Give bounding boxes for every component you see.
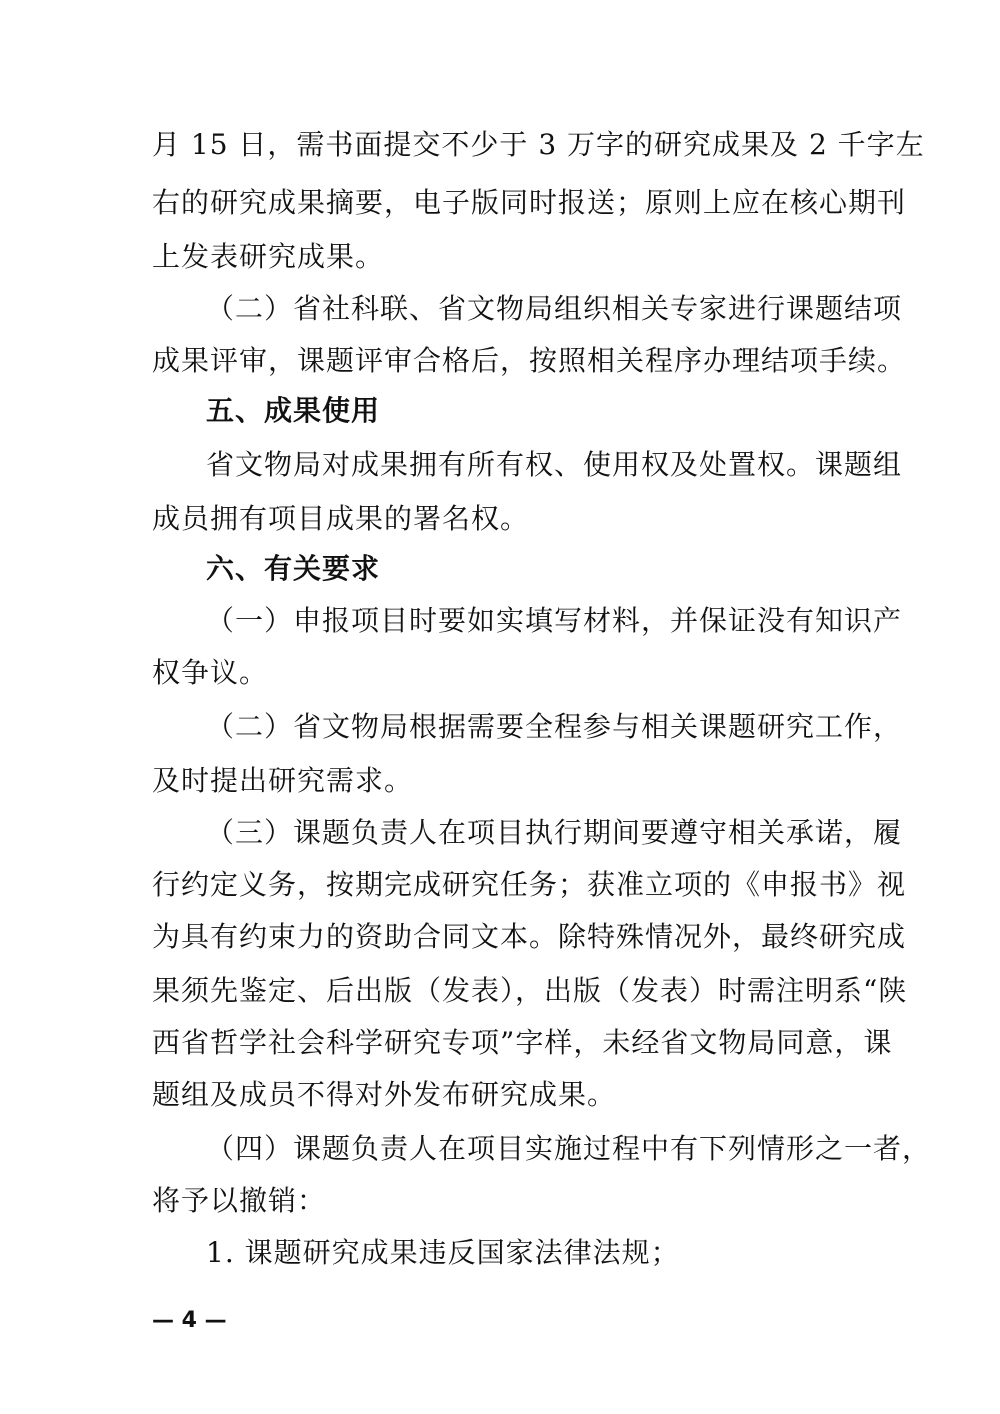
body-line-10: （一）申报项目时要如实填写材料，并保证没有知识产: [206, 604, 903, 637]
body-line-17: 果须先鉴定、后出版（发表），出版（发表）时需注明系“陕: [152, 974, 908, 1007]
body-line-3: 上发表研究成果。: [152, 240, 385, 273]
body-line-13: 及时提出研究需求。: [152, 764, 414, 797]
body-line-2: 右的研究成果摘要，电子版同时报送；原则上应在核心期刊: [152, 186, 907, 219]
body-line-16: 为具有约束力的资助合同文本。除特殊情况外，最终研究成: [152, 920, 907, 953]
body-line-5: 成果评审，课题评审合格后，按照相关程序办理结项手续。: [152, 344, 907, 377]
body-line-4: （二）省社科联、省文物局组织相关专家进行课题结项: [206, 292, 903, 325]
body-line-8: 成员拥有项目成果的署名权。: [152, 502, 530, 535]
body-line-18: 西省哲学社会科学研究专项”字样，未经省文物局同意，课: [152, 1026, 893, 1059]
body-line-11: 权争议。: [152, 656, 269, 689]
body-line-1: 月 15 日，需书面提交不少于 3 万字的研究成果及 2 千字左: [152, 128, 925, 161]
body-line-22: 1. 课题研究成果违反国家法律法规；: [206, 1236, 680, 1269]
page-number: — 4 —: [152, 1308, 227, 1333]
body-line-21: 将予以撤销：: [152, 1184, 327, 1217]
body-line-7: 省文物局对成果拥有所有权、使用权及处置权。课题组: [206, 448, 903, 481]
section-heading-5: 五、成果使用: [206, 394, 381, 427]
section-heading-6: 六、有关要求: [206, 552, 381, 585]
body-line-14: （三）课题负责人在项目执行期间要遵守相关承诺，履: [206, 816, 903, 849]
body-line-20: （四）课题负责人在项目实施过程中有下列情形之一者，: [206, 1132, 932, 1165]
body-line-19: 题组及成员不得对外发布研究成果。: [152, 1078, 617, 1111]
body-line-12: （二）省文物局根据需要全程参与相关课题研究工作，: [206, 710, 903, 743]
body-line-15: 行约定义务，按期完成研究任务；获准立项的《申报书》视: [152, 868, 907, 901]
